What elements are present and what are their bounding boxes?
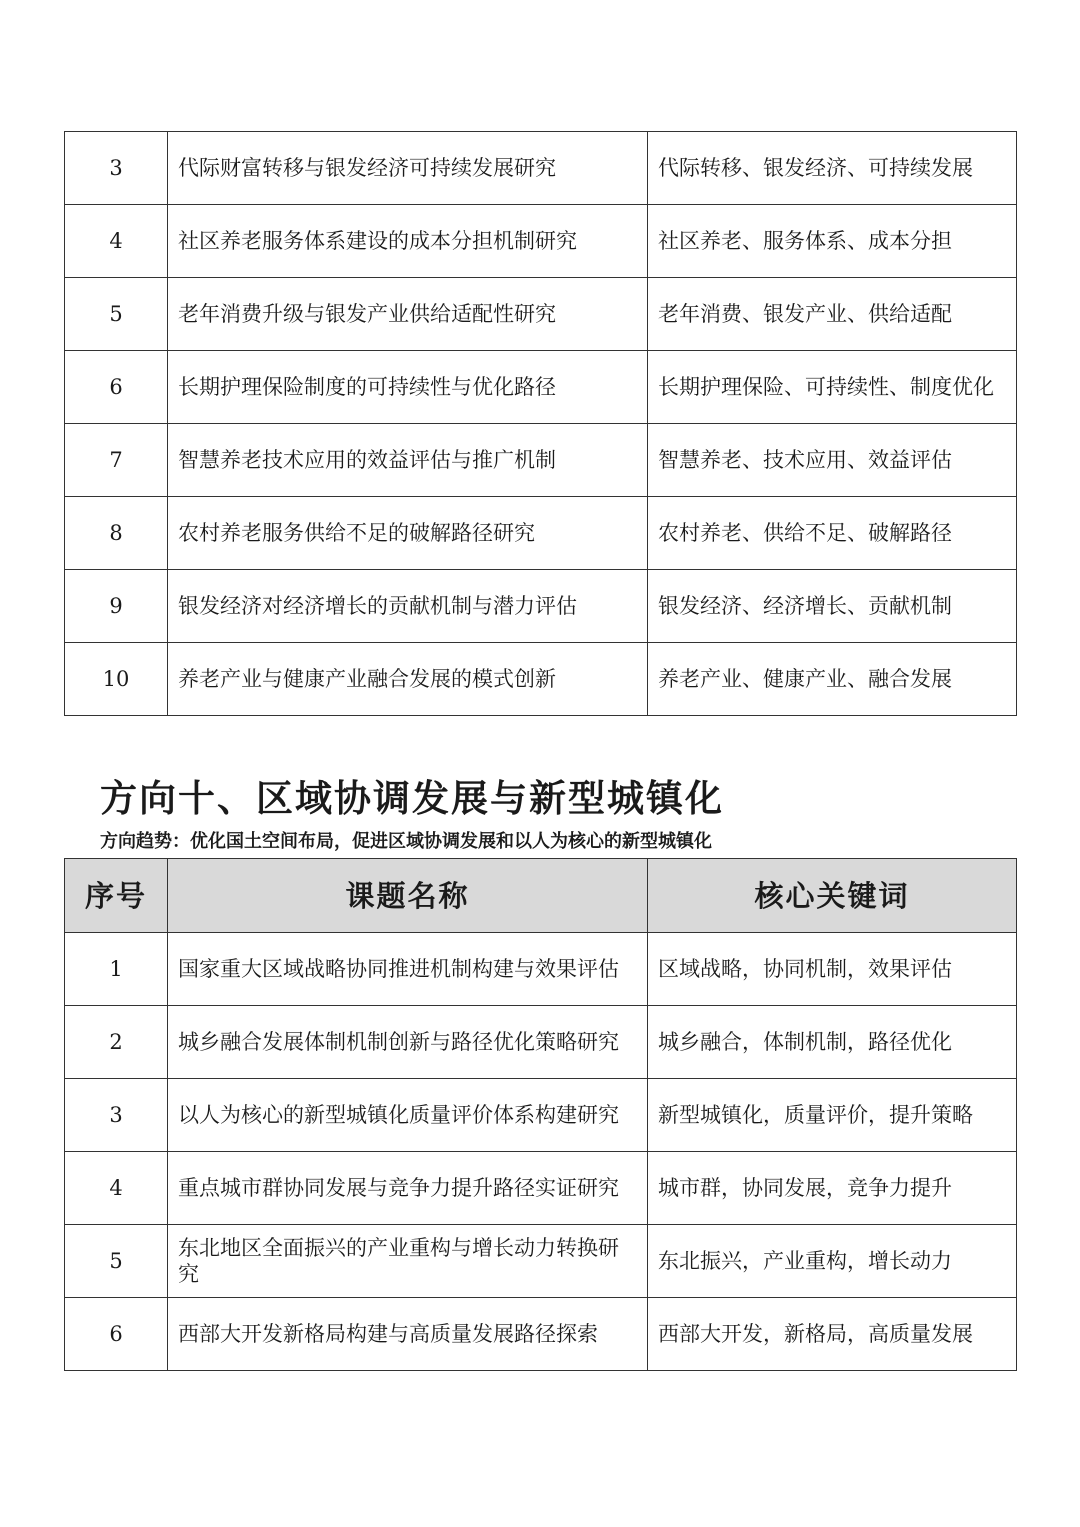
row-number: 3 (65, 132, 168, 205)
topic-keywords: 城市群，协同发展，竞争力提升 (648, 1152, 1017, 1225)
topic-title: 东北地区全面振兴的产业重构与增长动力转换研究 (168, 1225, 648, 1298)
row-number: 6 (65, 351, 168, 424)
topic-keywords: 老年消费、银发产业、供给适配 (648, 278, 1017, 351)
table-row (65, 278, 1017, 351)
topic-title: 重点城市群协同发展与竞争力提升路径实证研究 (168, 1152, 648, 1225)
row-number: 4 (65, 205, 168, 278)
topic-title: 以人为核心的新型城镇化质量评价体系构建研究 (168, 1079, 648, 1152)
row-number: 1 (65, 933, 168, 1006)
column-header-number: 序号 (65, 859, 168, 933)
row-number: 6 (65, 1298, 168, 1371)
row-number: 10 (65, 643, 168, 716)
topic-table-regional (64, 858, 1017, 1371)
topic-title: 国家重大区域战略协同推进机制构建与效果评估 (168, 933, 648, 1006)
table-row (65, 1152, 1017, 1225)
table-row (65, 424, 1017, 497)
topic-keywords: 东北振兴，产业重构，增长动力 (648, 1225, 1017, 1298)
topic-title: 社区养老服务体系建设的成本分担机制研究 (168, 205, 648, 278)
table-row (65, 1225, 1017, 1298)
topic-title: 代际财富转移与银发经济可持续发展研究 (168, 132, 648, 205)
table-row (65, 1298, 1017, 1371)
row-number: 8 (65, 497, 168, 570)
topic-title: 农村养老服务供给不足的破解路径研究 (168, 497, 648, 570)
topic-keywords: 智慧养老、技术应用、效益评估 (648, 424, 1017, 497)
section-heading: 方向十、区域协调发展与新型城镇化 (100, 776, 724, 820)
table-row (65, 351, 1017, 424)
topic-title: 银发经济对经济增长的贡献机制与潜力评估 (168, 570, 648, 643)
topic-keywords: 代际转移、银发经济、可持续发展 (648, 132, 1017, 205)
row-number: 7 (65, 424, 168, 497)
row-number: 3 (65, 1079, 168, 1152)
table-row (65, 570, 1017, 643)
topic-title: 智慧养老技术应用的效益评估与推广机制 (168, 424, 648, 497)
row-number: 5 (65, 278, 168, 351)
topic-title: 老年消费升级与银发产业供给适配性研究 (168, 278, 648, 351)
table-row (65, 1079, 1017, 1152)
table-row (65, 132, 1017, 205)
topic-keywords: 农村养老、供给不足、破解路径 (648, 497, 1017, 570)
topic-table-continued (64, 131, 1017, 716)
topic-keywords: 城乡融合，体制机制，路径优化 (648, 1006, 1017, 1079)
topic-title: 城乡融合发展体制机制创新与路径优化策略研究 (168, 1006, 648, 1079)
topic-keywords: 长期护理保险、可持续性、制度优化 (648, 351, 1017, 424)
row-number: 4 (65, 1152, 168, 1225)
topic-keywords: 新型城镇化，质量评价，提升策略 (648, 1079, 1017, 1152)
column-header-keywords: 核心关键词 (648, 859, 1017, 933)
topic-title: 长期护理保险制度的可持续性与优化路径 (168, 351, 648, 424)
table-row (65, 933, 1017, 1006)
column-header-title: 课题名称 (168, 859, 648, 933)
table-row (65, 643, 1017, 716)
table-row (65, 1006, 1017, 1079)
row-number: 2 (65, 1006, 168, 1079)
topic-keywords: 西部大开发，新格局，高质量发展 (648, 1298, 1017, 1371)
topic-keywords: 养老产业、健康产业、融合发展 (648, 643, 1017, 716)
topic-keywords: 区域战略，协同机制，效果评估 (648, 933, 1017, 1006)
topic-keywords: 银发经济、经济增长、贡献机制 (648, 570, 1017, 643)
table-row (65, 205, 1017, 278)
row-number: 9 (65, 570, 168, 643)
topic-keywords: 社区养老、服务体系、成本分担 (648, 205, 1017, 278)
table-header-row (65, 859, 1017, 933)
row-number: 5 (65, 1225, 168, 1298)
topic-title: 养老产业与健康产业融合发展的模式创新 (168, 643, 648, 716)
section-trend: 方向趋势：优化国土空间布局，促进区域协调发展和以人为核心的新型城镇化 (100, 831, 712, 852)
topic-title: 西部大开发新格局构建与高质量发展路径探索 (168, 1298, 648, 1371)
table-row (65, 497, 1017, 570)
